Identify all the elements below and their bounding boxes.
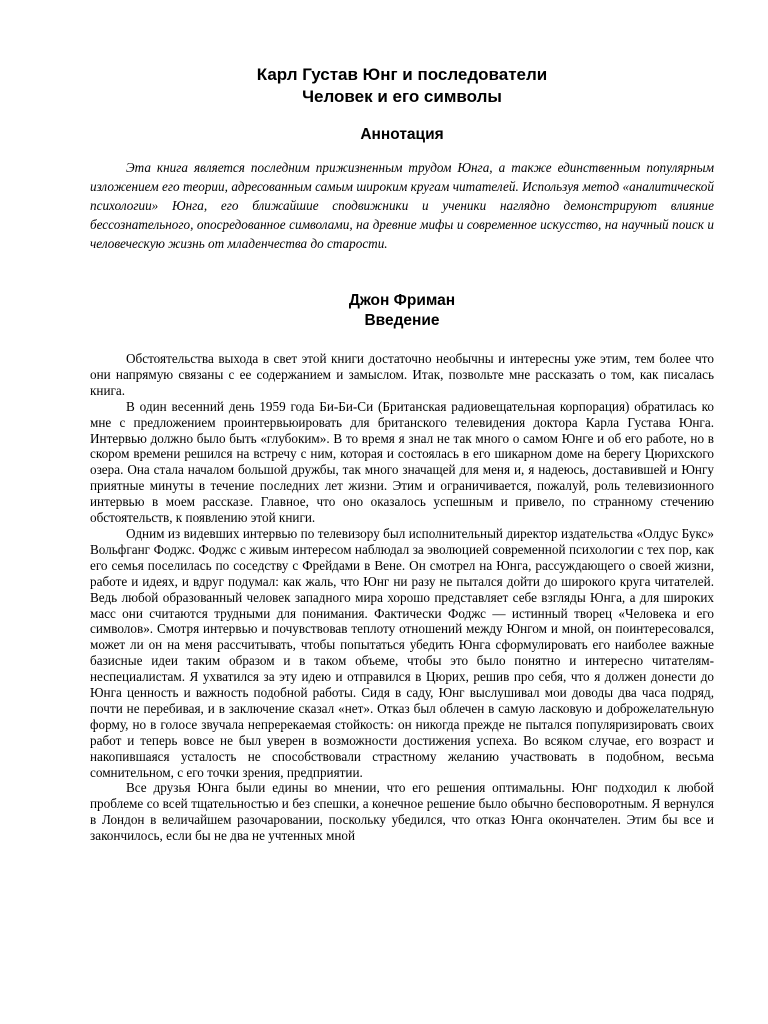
body-text — [90, 351, 714, 844]
section-title: Введение — [364, 312, 440, 329]
title-line-1: Карл Густав Юнг и последователи — [256, 65, 548, 84]
annotation-text: Эта книга является последним прижизненным трудом Юнга, а также единственным популярным изложением его теории, адресованным самым широким кругам читателей. Используя метод «аналитической психологии» Юнга, его ближайшие сподвижники и ученики наглядно демонстрируют влияние бессознательного, опосредованное символами, на древние мифы и современное искусство, на научный поиск и человеческую жизнь от младенчества до старости. — [90, 160, 714, 251]
section-author: Джон Фриман — [348, 292, 456, 309]
body-paragraph-1: Обстоятельства выхода в свет этой книги достаточно необычны и интересны уже этим, тем более что они напрямую связаны с ее содержанием и замыслом. Итак, позвольте мне рассказать о том, как писалась книга. — [90, 351, 714, 398]
body-paragraph-4: Все друзья Юнга были едины во мнении, что его решения оптимальны. Юнг подходил к любой проблеме со всей тщательностью и без спешки, а конечное решение было обычно бесповоротным. Я вернулся в Лондон в величайшем разочаровании, поскольку убедился, что отказ Юнга окончателен. Этим бы все и закончилось, если бы не два не учтенных мной — [90, 780, 714, 844]
body-paragraph-2: В один весенний день 1959 года Би-Би-Си (Британская радиовещательная корпорация) обратилась ко мне с предложением проинтервьюировать для британского телевидения доктора Карла Густава Юнга. Интервью должно было быть «глубоким». В то время я знал не так много о самом Юнге и об его работе, но в скором времени решился на встречу с ним, которая и состоялась в его шикарном доме на берегу Цюрихского озера. Она стала началом большой дружбы, так много значащей для меня и, я надеюсь, доставившей и Юнгу приятные минуты в течение последних лет жизни. Этим и ограничивается, пожалуй, роль телевизионного интервью в моем рассказе. Главное, что оно оказалось успешным и привело, по странному стечению обстоятельств, к появлению этой книги. — [90, 398, 714, 526]
section-heading — [90, 291, 714, 331]
annotation-heading: Аннотация — [360, 126, 444, 143]
body-paragraph-3: Одним из видевших интервью по телевизору был исполнительный директор издательства «Олдус Букс» Вольфганг Фоджс. Фоджс с живым интересом наблюдал за эволюцией современной психологии с тех пор, как его семья поселилась по соседству с Фрейдами в Вене. Он смотрел на Юнга, рассуждающего о своей жизни, работе и идеях, и вдруг подумал: как жаль, что Юнг ни разу не пытался дойти до широкого круга читателей. Ведь любой образованный человек западного мира хорошо представляет себе взгляды Юнга, а для широких масс они считаются трудными для понимания. Фактически Фоджс — истинный творец «Человека и его символов». Смотря интервью и почувствовав теплоту отношений между Юнгом и мной, он поинтересовался, может ли он на меня рассчитывать, чтобы попытаться убедить Юнга сформулировать его наиболее важные базисные идеи таким образом и в таком объеме, чтобы это было понятно и интересно читателям-неспециалистам. Я ухватился за эту идею и отправился в Цюрих, решив про себя, что я должен донести до Юнга ценность и важность подобной работы. Сидя в саду, Юнг выслушивал мои доводы два часа подряд, почти не перебивая, и в заключение сказал «нет». Отказ был облечен в самую ласковую и доброжелательную форму, но в голосе звучала непререкаемая стойкость: он никогда прежде не пытался популяризировать своих работ и теперь вовсе не был уверен в возможности достижения успеха. Во всяком случае, его возраст и накопившаяся усталость не способствовали страстному желанию участвовать в подобном, весьма сомнительном, с его точки зрения, предприятии. — [90, 525, 714, 780]
title-line-2: Человек и его символы — [302, 87, 502, 106]
page-title — [90, 64, 714, 108]
